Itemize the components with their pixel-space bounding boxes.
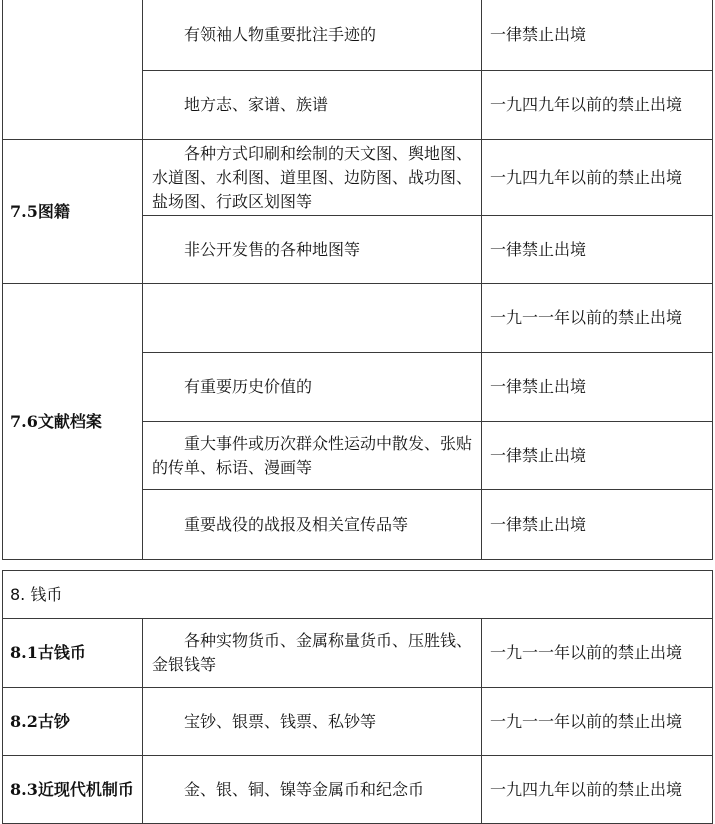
category-cell-continued xyxy=(3,0,143,140)
table-row xyxy=(3,688,713,756)
export-rule: 一律禁止出境 xyxy=(482,490,713,560)
category-label: 古钱币 xyxy=(37,643,86,662)
item-description: 地方志、家谱、族谱 xyxy=(143,71,482,140)
category-number: 8.3 xyxy=(10,779,38,799)
category-number: 8.2 xyxy=(10,711,38,731)
table-row xyxy=(3,619,713,688)
category-label: 古钞 xyxy=(37,711,70,731)
table-row xyxy=(3,140,713,216)
item-description: 宝钞、银票、钱票、私钞等 xyxy=(143,688,482,756)
export-rules-table-bottom xyxy=(2,570,713,824)
export-rule: 一律禁止出境 xyxy=(482,0,713,71)
category-8-2 xyxy=(3,688,143,756)
table-row xyxy=(3,284,713,353)
export-rule: 一九一一年以前的禁止出境 xyxy=(482,284,713,353)
item-description: 各种方式印刷和绘制的天文图、舆地图、水道图、水利图、道里图、边防图、战功图、盐场图、行政区划图等 xyxy=(143,140,482,216)
category-number: 7.6 xyxy=(10,411,38,431)
category-label: 图籍 xyxy=(37,201,70,221)
export-rules-table-top xyxy=(2,0,713,560)
category-8-1 xyxy=(3,619,143,688)
category-7-5 xyxy=(3,140,143,284)
item-description: 有重要历史价值的 xyxy=(143,353,482,422)
export-rule: 一九一一年以前的禁止出境 xyxy=(482,619,713,688)
category-8-3 xyxy=(3,756,143,824)
item-description: 有领袖人物重要批注手迹的 xyxy=(143,0,482,71)
category-number: 7.5 xyxy=(10,201,38,221)
item-description: 金、银、铜、镍等金属币和纪念币 xyxy=(143,756,482,824)
section-header-currency: 8. 钱币 xyxy=(3,571,713,619)
export-rule: 一九四九年以前的禁止出境 xyxy=(482,756,713,824)
item-description: 各种实物货币、金属称量货币、压胜钱、金银钱等 xyxy=(143,619,482,688)
item-description: 重大事件或历次群众性运动中散发、张贴的传单、标语、漫画等 xyxy=(143,422,482,490)
category-number: 8.1 xyxy=(10,643,38,662)
export-rule: 一九四九年以前的禁止出境 xyxy=(482,71,713,140)
table-row xyxy=(3,756,713,824)
category-label: 近现代机制币 xyxy=(37,779,134,799)
item-description xyxy=(143,284,482,353)
export-rule: 一律禁止出境 xyxy=(482,353,713,422)
table-row xyxy=(3,0,713,71)
export-rule: 一九一一年以前的禁止出境 xyxy=(482,688,713,756)
item-description: 重要战役的战报及相关宣传品等 xyxy=(143,490,482,560)
item-description: 非公开发售的各种地图等 xyxy=(143,216,482,284)
category-label: 文献档案 xyxy=(37,411,102,431)
export-rule: 一九四九年以前的禁止出境 xyxy=(482,140,713,216)
section-header-row xyxy=(3,571,713,619)
export-rule: 一律禁止出境 xyxy=(482,422,713,490)
export-rule: 一律禁止出境 xyxy=(482,216,713,284)
category-7-6 xyxy=(3,284,143,560)
